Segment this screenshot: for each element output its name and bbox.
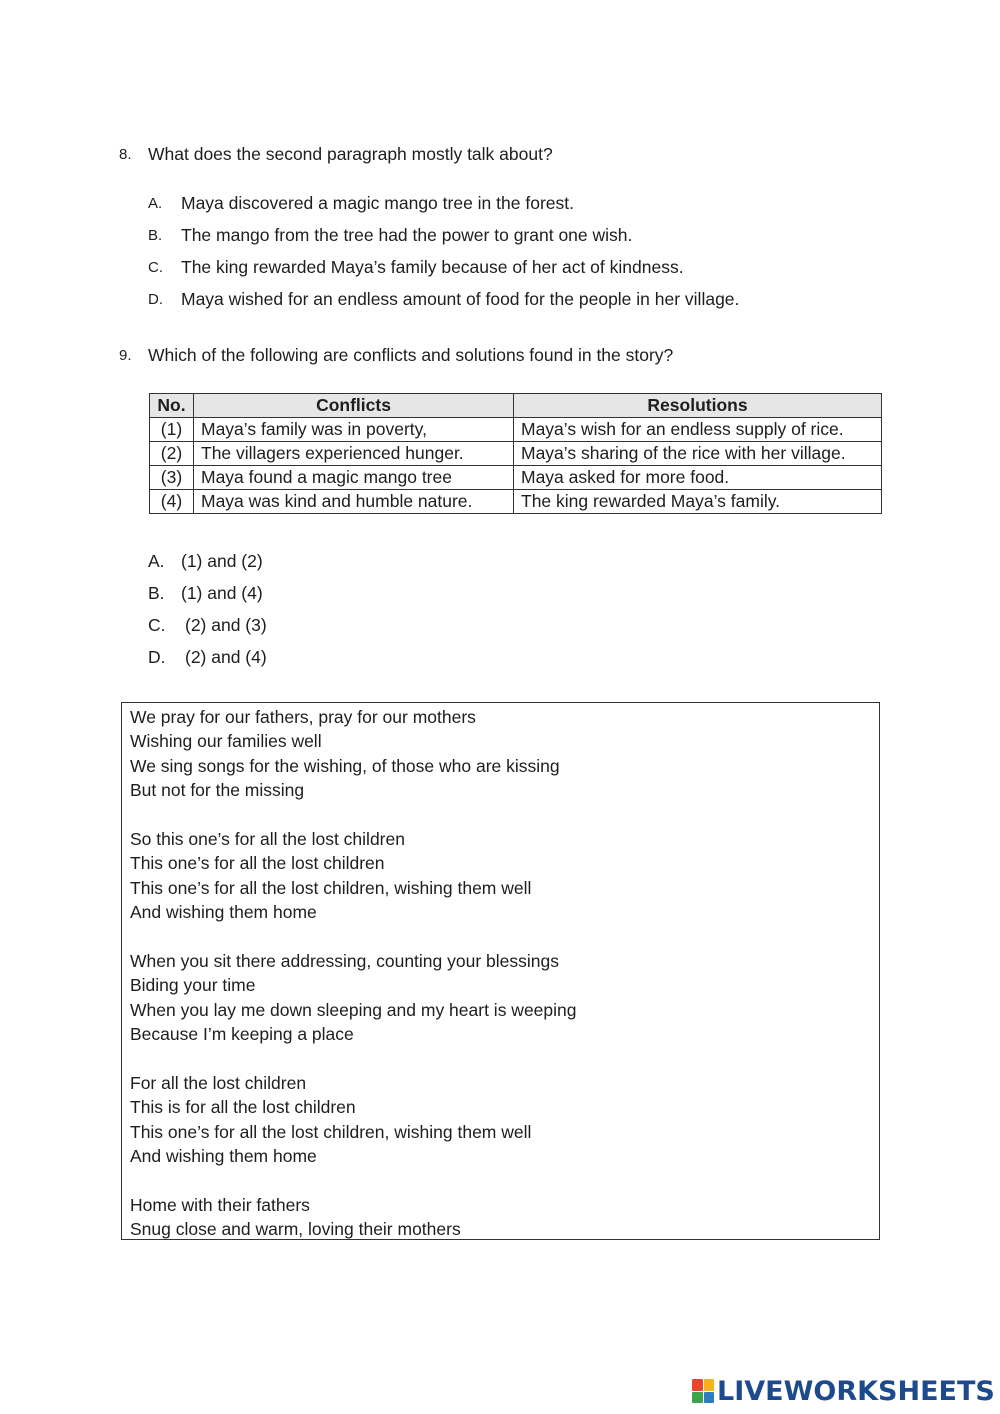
q8-option-d[interactable] bbox=[0, 289, 1000, 313]
row-number: (1) bbox=[150, 418, 194, 442]
option-text: Maya wished for an endless amount of food for the people in her village. bbox=[181, 289, 740, 309]
question-9-text: Which of the following are conflicts and solutions found in the story? bbox=[148, 345, 674, 365]
poem-line: Because I’m keeping a place bbox=[130, 1024, 354, 1045]
table-header-row bbox=[150, 394, 882, 418]
poem-line: For all the lost children bbox=[130, 1073, 307, 1094]
row-number: (2) bbox=[150, 442, 194, 466]
row-conflict: Maya was kind and humble nature. bbox=[194, 490, 514, 514]
poem-line: This one’s for all the lost children bbox=[130, 853, 385, 874]
poem-line: And wishing them home bbox=[130, 902, 317, 923]
option-letter: A. bbox=[148, 551, 165, 571]
poem-line: We pray for our fathers, pray for our mothers bbox=[130, 707, 476, 727]
row-resolution: Maya’s sharing of the rice with her village. bbox=[514, 442, 882, 466]
liveworksheets-wordmark: LIVEWORKSHEETS bbox=[717, 1375, 995, 1407]
poem-box bbox=[121, 702, 880, 1240]
row-conflict: The villagers experienced hunger. bbox=[194, 442, 514, 466]
row-conflict: Maya found a magic mango tree bbox=[194, 466, 514, 490]
poem-line: This is for all the lost children bbox=[130, 1097, 356, 1118]
header-resolutions: Resolutions bbox=[514, 394, 882, 418]
poem-line: This one’s for all the lost children, wishing them well bbox=[130, 877, 532, 898]
q8-option-b[interactable] bbox=[0, 225, 1000, 249]
question-9-number: 9. bbox=[119, 347, 132, 364]
poem-line: We sing songs for the wishing, of those who are kissing bbox=[130, 755, 560, 776]
poem-stanza bbox=[130, 705, 871, 803]
logo-square bbox=[704, 1379, 715, 1391]
poem-line: Biding your time bbox=[130, 975, 256, 996]
option-text: (2) and (4) bbox=[185, 647, 267, 667]
table-row bbox=[150, 466, 882, 490]
table-row bbox=[150, 418, 882, 442]
q8-option-c[interactable] bbox=[0, 257, 1000, 281]
q9-option-a[interactable] bbox=[0, 551, 1000, 575]
q9-option-d[interactable] bbox=[0, 647, 1000, 671]
logo-square bbox=[692, 1392, 703, 1404]
poem-line: Home with their fathers bbox=[130, 1195, 310, 1216]
row-resolution: Maya asked for more food. bbox=[514, 466, 882, 490]
row-conflict: Maya’s family was in poverty, bbox=[194, 418, 514, 442]
option-letter: C. bbox=[148, 259, 163, 276]
option-letter: B. bbox=[148, 227, 163, 244]
q8-option-a[interactable] bbox=[0, 193, 1000, 217]
poem-line: This one’s for all the lost children, wishing them well bbox=[130, 1121, 532, 1142]
header-conflicts: Conflicts bbox=[194, 394, 514, 418]
question-8-number: 8. bbox=[119, 146, 132, 163]
option-letter: D. bbox=[148, 647, 166, 667]
option-text: Maya discovered a magic mango tree in the forest. bbox=[181, 193, 574, 213]
poem-stanza bbox=[130, 1193, 871, 1242]
option-letter: D. bbox=[148, 291, 163, 308]
conflicts-resolutions-table bbox=[149, 393, 882, 514]
poem-line: And wishing them home bbox=[130, 1146, 317, 1167]
option-letter: C. bbox=[148, 615, 166, 635]
liveworksheets-mark-icon bbox=[692, 1379, 714, 1403]
table-row bbox=[150, 442, 882, 466]
question-8-text: What does the second paragraph mostly talk about? bbox=[148, 144, 553, 164]
poem-line: When you sit there addressing, counting your blessings bbox=[130, 951, 559, 972]
logo-square bbox=[704, 1392, 715, 1404]
option-text: The king rewarded Maya’s family because of her act of kindness. bbox=[181, 257, 684, 277]
poem-line: So this one’s for all the lost children bbox=[130, 829, 405, 850]
poem-line: When you lay me down sleeping and my heart is weeping bbox=[130, 999, 577, 1020]
option-text: (1) and (2) bbox=[181, 551, 263, 571]
poem-line: Snug close and warm, loving their mothers bbox=[130, 1219, 461, 1240]
logo-square bbox=[692, 1379, 703, 1391]
option-letter: A. bbox=[148, 195, 163, 212]
header-no: No. bbox=[150, 394, 194, 418]
q9-option-b[interactable] bbox=[0, 583, 1000, 607]
poem-line: But not for the missing bbox=[130, 780, 305, 801]
table-row bbox=[150, 490, 882, 514]
option-text: The mango from the tree had the power to grant one wish. bbox=[181, 225, 633, 245]
row-number: (4) bbox=[150, 490, 194, 514]
option-text: (2) and (3) bbox=[185, 615, 267, 635]
option-letter: B. bbox=[148, 583, 165, 603]
poem-stanza bbox=[130, 827, 871, 925]
liveworksheets-logo[interactable] bbox=[692, 1376, 995, 1406]
poem-stanza bbox=[130, 949, 871, 1047]
option-text: (1) and (4) bbox=[181, 583, 263, 603]
row-resolution: The king rewarded Maya’s family. bbox=[514, 490, 882, 514]
q9-option-c[interactable] bbox=[0, 615, 1000, 639]
poem-line: Wishing our families well bbox=[130, 731, 322, 752]
poem-stanza bbox=[130, 1071, 871, 1169]
row-resolution: Maya’s wish for an endless supply of rice. bbox=[514, 418, 882, 442]
row-number: (3) bbox=[150, 466, 194, 490]
